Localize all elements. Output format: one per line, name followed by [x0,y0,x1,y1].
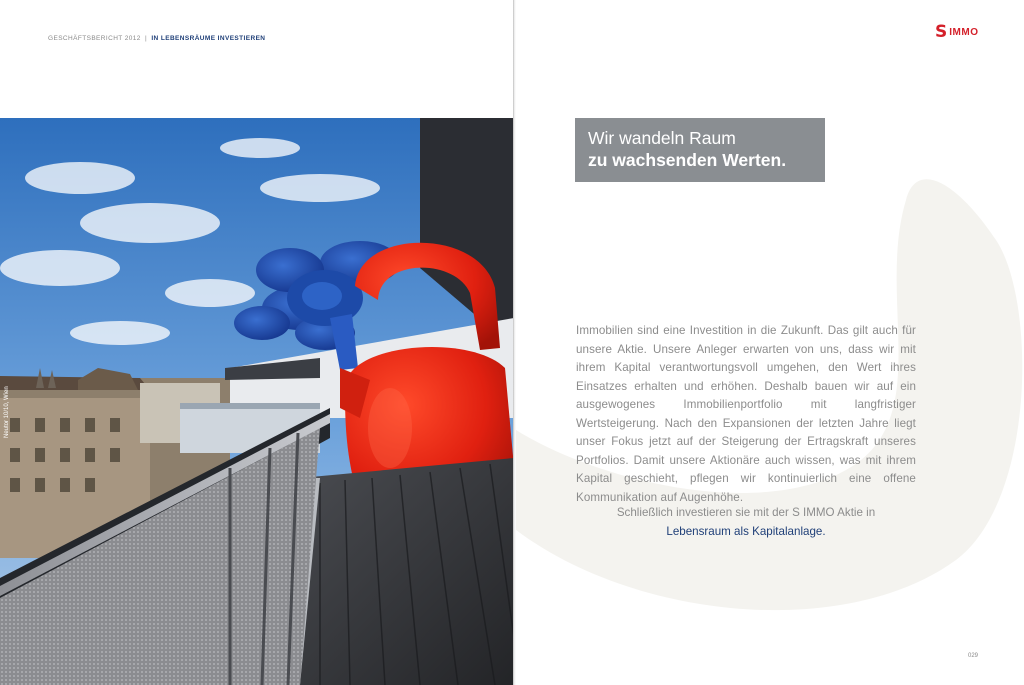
headline-box [575,118,825,182]
headline-line-2: zu wachsenden Werten. [588,150,787,170]
section-title: IN LEBENSRÄUME INVESTIEREN [151,35,266,42]
publication-title: GESCHÄFTSBERICHT 2012 [48,35,141,42]
closing-statement [576,504,916,541]
body-text: Immobilien sind eine Investition in die Zukunft. Das gilt auch für unsere Aktie. Unsere Anleger erwarten von uns, dass wir mit ihrem Kapital verantwortungsvoll umgehen, den Wert ihres Einsatzes erhalten und erhöhen. Deshalb bauen wir auf ein ausgewogenes Immobilienportfolio mit langfristiger Wertsteigerung. Nach den Expansionen der letzten Jahre liegt unser Fokus jetzt auf der Steigerung der Ertragskraft unseres Portfolios. Damit unsere Aktionäre auch wissen, was mit ihrem Kapital geschieht, pflegen wir kontinuierlich eine offene Kommunikation auf Augenhöhe. [576,324,916,504]
s-immo-logo [935,24,978,41]
page-number: 029 [968,653,979,659]
headline-line-1: Wir wandeln Raum [588,128,736,148]
right-page [516,0,1024,685]
running-head-separator: | [145,35,148,42]
photo-credit: Neutor 10/10, Wien [4,386,10,438]
photo-illustration [0,118,514,685]
rooftop-terrace-photo [0,118,514,685]
logo-text: IMMO [949,27,979,38]
closing-line-2: Lebensraum als Kapitalanlage. [666,524,826,538]
running-head [48,35,265,42]
body-paragraph [576,322,916,507]
logo-s-mark: S [935,22,948,42]
closing-line-1: Schließlich investieren sie mit der S IMMO Aktie in [616,506,876,519]
